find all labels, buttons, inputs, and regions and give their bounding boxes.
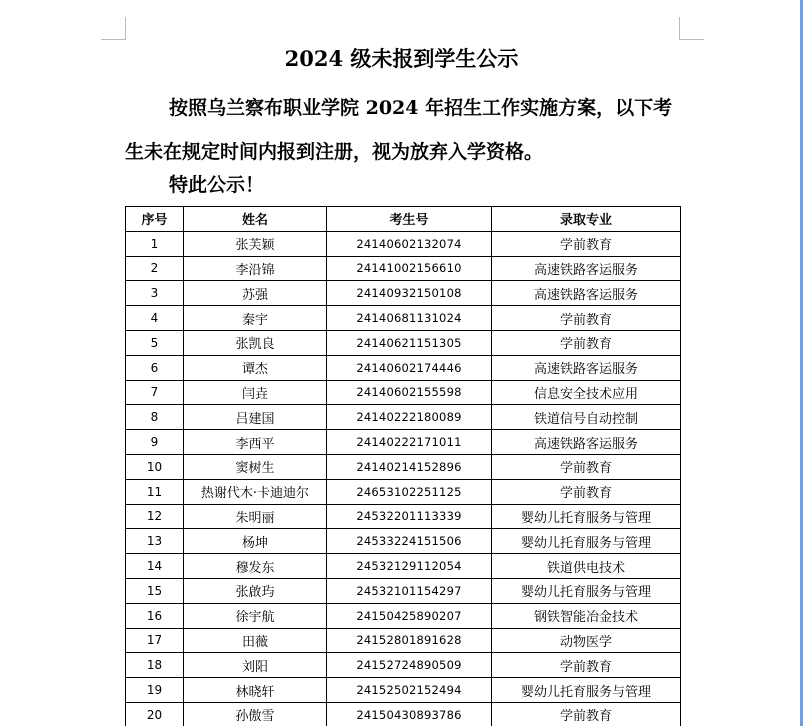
cell-major: 婴幼儿托育服务与管理 [492,504,681,529]
cell-seq: 8 [126,405,184,430]
cell-seq: 13 [126,529,184,554]
cell-exam-no: 24150430893786 [327,702,492,726]
cell-major: 学前教育 [492,330,681,355]
cell-major: 高速铁路客运服务 [492,281,681,306]
cell-name: 杨坤 [184,529,327,554]
table-row [126,405,681,430]
cell-exam-no: 24150425890207 [327,603,492,628]
cell-name: 苏强 [184,281,327,306]
cell-major: 动物医学 [492,628,681,653]
cell-major: 高速铁路客运服务 [492,430,681,455]
cell-seq: 10 [126,454,184,479]
table-row [126,603,681,628]
cell-name: 张啟玙 [184,578,327,603]
cell-exam-no: 24532201113339 [327,504,492,529]
table-row [126,281,681,306]
table-row [126,578,681,603]
cell-name: 闫垚 [184,380,327,405]
table-row [126,479,681,504]
cell-exam-no: 24532129112054 [327,554,492,579]
cell-name: 吕建国 [184,405,327,430]
cell-major: 钢铁智能冶金技术 [492,603,681,628]
table-row [126,380,681,405]
cell-seq: 7 [126,380,184,405]
cell-exam-no: 24152724890509 [327,653,492,678]
cell-major: 学前教育 [492,702,681,726]
cell-exam-no: 24140932150108 [327,281,492,306]
cell-major: 学前教育 [492,306,681,331]
table-row [126,306,681,331]
cell-major: 铁道供电技术 [492,554,681,579]
cell-exam-no: 24152502152494 [327,678,492,703]
cell-name: 刘阳 [184,653,327,678]
cell-exam-no: 24140222180089 [327,405,492,430]
cell-exam-no: 24140602155598 [327,380,492,405]
table-row [126,628,681,653]
cell-name: 秦宇 [184,306,327,331]
cell-major: 学前教育 [492,653,681,678]
table-row [126,554,681,579]
cell-name: 张芙颖 [184,231,327,256]
cell-exam-no: 24140602174446 [327,355,492,380]
cell-seq: 2 [126,256,184,281]
cell-major: 高速铁路客运服务 [492,355,681,380]
table-row [126,430,681,455]
cell-seq: 5 [126,330,184,355]
table-row [126,256,681,281]
cell-seq: 18 [126,653,184,678]
cell-major: 婴幼儿托育服务与管理 [492,578,681,603]
table-row [126,702,681,726]
cell-major: 信息安全技术应用 [492,380,681,405]
table-row [126,653,681,678]
cell-seq: 12 [126,504,184,529]
cell-seq: 3 [126,281,184,306]
header-seq: 序号 [126,207,184,232]
cell-seq: 4 [126,306,184,331]
cell-name: 谭杰 [184,355,327,380]
cell-name: 林晓轩 [184,678,327,703]
cell-name: 李西平 [184,430,327,455]
document-title: 2024 级未报到学生公示 [284,46,519,71]
table-row [126,454,681,479]
header-exam-no: 考生号 [327,207,492,232]
cell-major: 婴幼儿托育服务与管理 [492,529,681,554]
cell-seq: 14 [126,554,184,579]
cell-major: 学前教育 [492,479,681,504]
cell-exam-no: 24140214152896 [327,454,492,479]
cell-seq: 16 [126,603,184,628]
table-body [126,231,681,726]
cell-exam-no: 24140222171011 [327,430,492,455]
cell-exam-no: 24140602132074 [327,231,492,256]
cell-exam-no: 24141002156610 [327,256,492,281]
cell-seq: 1 [126,231,184,256]
cell-seq: 6 [126,355,184,380]
cell-major: 婴幼儿托育服务与管理 [492,678,681,703]
cell-exam-no: 24533224151506 [327,529,492,554]
cell-exam-no: 24532101154297 [327,578,492,603]
cell-name: 张凯良 [184,330,327,355]
cell-exam-no: 24140681131024 [327,306,492,331]
cell-major: 学前教育 [492,231,681,256]
cell-exam-no: 24152801891628 [327,628,492,653]
cell-name: 朱明丽 [184,504,327,529]
page-corner-mark-top-left [101,17,126,40]
cell-seq: 17 [126,628,184,653]
cell-name: 热谢代木·卡迪迪尔 [184,479,327,504]
cell-major: 高速铁路客运服务 [492,256,681,281]
table-header-row [126,207,681,232]
page-corner-mark-top-right [679,17,704,40]
cell-seq: 15 [126,578,184,603]
cell-name: 田薇 [184,628,327,653]
cell-exam-no: 24653102251125 [327,479,492,504]
cell-exam-no: 24140621151305 [327,330,492,355]
cell-major: 学前教育 [492,454,681,479]
table-row [126,529,681,554]
cell-name: 窦树生 [184,454,327,479]
table-row [126,355,681,380]
table-row [126,678,681,703]
table-row [126,231,681,256]
notice-line: 特此公示！ [169,174,265,196]
announcement-paragraph: 按照乌兰察布职业学院 2024 年招生工作实施方案，以下考生未在规定时间内报到注册，视为放弃入学资格。 [125,97,673,163]
cell-seq: 9 [126,430,184,455]
cell-major: 铁道信号自动控制 [492,405,681,430]
cell-seq: 11 [126,479,184,504]
header-name: 姓名 [184,207,327,232]
cell-seq: 19 [126,678,184,703]
header-major: 录取专业 [492,207,681,232]
unregistered-students-table [125,206,681,726]
cell-name: 徐宇航 [184,603,327,628]
cell-name: 孙傲雪 [184,702,327,726]
cell-name: 穆发东 [184,554,327,579]
table-row [126,330,681,355]
cell-name: 李沿锦 [184,256,327,281]
cell-seq: 20 [126,702,184,726]
table-row [126,504,681,529]
